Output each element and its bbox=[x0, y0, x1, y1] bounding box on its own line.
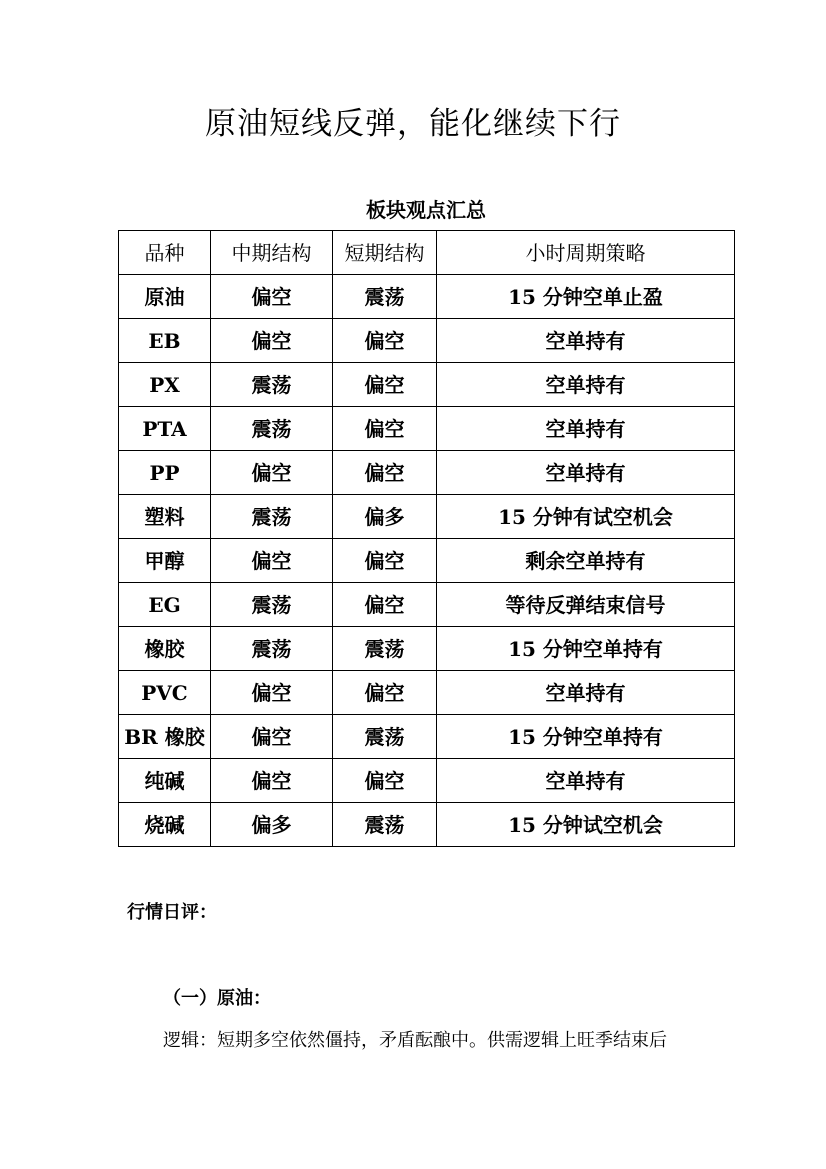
cell-short-term: 偏空 bbox=[333, 407, 437, 451]
cell-short-term: 偏空 bbox=[333, 363, 437, 407]
section-heading-crude-oil: （一）原油： bbox=[163, 988, 271, 1009]
cell-hourly-strategy: 空单持有 bbox=[437, 759, 735, 803]
cell-hourly-strategy: 空单持有 bbox=[437, 671, 735, 715]
cell-short-term: 偏空 bbox=[333, 319, 437, 363]
table-row bbox=[119, 627, 735, 671]
cell-mid-term: 震荡 bbox=[211, 583, 333, 627]
cell-hourly-strategy: 空单持有 bbox=[437, 451, 735, 495]
column-header-hourly-strategy: 小时周期策略 bbox=[437, 231, 735, 275]
table-row bbox=[119, 759, 735, 803]
cell-mid-term: 偏空 bbox=[211, 451, 333, 495]
cell-variety: PVC bbox=[119, 671, 211, 715]
cell-hourly-strategy: 15 分钟有试空机会 bbox=[437, 495, 735, 539]
cell-variety: 烧碱 bbox=[119, 803, 211, 847]
cell-variety: EG bbox=[119, 583, 211, 627]
cell-variety: 纯碱 bbox=[119, 759, 211, 803]
cell-hourly-strategy: 空单持有 bbox=[437, 319, 735, 363]
section-text-crude-oil: 逻辑：短期多空依然僵持，矛盾酝酿中。供需逻辑上旺季结束后 bbox=[163, 1030, 667, 1051]
cell-variety: BR 橡胶 bbox=[119, 715, 211, 759]
cell-hourly-strategy: 剩余空单持有 bbox=[437, 539, 735, 583]
cell-mid-term: 震荡 bbox=[211, 495, 333, 539]
cell-variety: 塑料 bbox=[119, 495, 211, 539]
table-row bbox=[119, 715, 735, 759]
cell-mid-term: 震荡 bbox=[211, 627, 333, 671]
cell-mid-term: 震荡 bbox=[211, 407, 333, 451]
table-row bbox=[119, 583, 735, 627]
cell-short-term: 偏空 bbox=[333, 583, 437, 627]
cell-mid-term: 偏空 bbox=[211, 539, 333, 583]
table-row bbox=[119, 451, 735, 495]
cell-variety: 原油 bbox=[119, 275, 211, 319]
cell-short-term: 震荡 bbox=[333, 275, 437, 319]
cell-short-term: 偏空 bbox=[333, 671, 437, 715]
cell-mid-term: 偏空 bbox=[211, 319, 333, 363]
cell-mid-term: 震荡 bbox=[211, 363, 333, 407]
cell-mid-term: 偏多 bbox=[211, 803, 333, 847]
cell-mid-term: 偏空 bbox=[211, 715, 333, 759]
table-row bbox=[119, 495, 735, 539]
table-row bbox=[119, 803, 735, 847]
cell-short-term: 偏空 bbox=[333, 539, 437, 583]
table-row bbox=[119, 407, 735, 451]
cell-variety: PX bbox=[119, 363, 211, 407]
cell-short-term: 偏空 bbox=[333, 759, 437, 803]
table-caption: 板块观点汇总 bbox=[366, 198, 486, 222]
cell-variety: 橡胶 bbox=[119, 627, 211, 671]
cell-variety: PP bbox=[119, 451, 211, 495]
cell-short-term: 震荡 bbox=[333, 803, 437, 847]
sector-view-table bbox=[118, 230, 735, 847]
cell-variety: PTA bbox=[119, 407, 211, 451]
table-row bbox=[119, 539, 735, 583]
cell-mid-term: 偏空 bbox=[211, 759, 333, 803]
table-body bbox=[119, 275, 735, 847]
table-row bbox=[119, 363, 735, 407]
commentary-heading: 行情日评： bbox=[127, 902, 217, 923]
cell-mid-term: 偏空 bbox=[211, 275, 333, 319]
page-title: 原油短线反弹，能化继续下行 bbox=[205, 106, 621, 142]
cell-hourly-strategy: 15 分钟空单持有 bbox=[437, 627, 735, 671]
column-header-mid-term: 中期结构 bbox=[211, 231, 333, 275]
cell-hourly-strategy: 15 分钟空单持有 bbox=[437, 715, 735, 759]
cell-hourly-strategy: 15 分钟试空机会 bbox=[437, 803, 735, 847]
cell-hourly-strategy: 空单持有 bbox=[437, 363, 735, 407]
cell-hourly-strategy: 空单持有 bbox=[437, 407, 735, 451]
cell-short-term: 偏多 bbox=[333, 495, 437, 539]
table-row bbox=[119, 671, 735, 715]
cell-hourly-strategy: 15 分钟空单止盈 bbox=[437, 275, 735, 319]
cell-mid-term: 偏空 bbox=[211, 671, 333, 715]
cell-variety: 甲醇 bbox=[119, 539, 211, 583]
table-row bbox=[119, 275, 735, 319]
table-header-row bbox=[119, 231, 735, 275]
column-header-short-term: 短期结构 bbox=[333, 231, 437, 275]
cell-variety: EB bbox=[119, 319, 211, 363]
column-header-variety: 品种 bbox=[119, 231, 211, 275]
cell-hourly-strategy: 等待反弹结束信号 bbox=[437, 583, 735, 627]
cell-short-term: 震荡 bbox=[333, 627, 437, 671]
table-row bbox=[119, 319, 735, 363]
cell-short-term: 偏空 bbox=[333, 451, 437, 495]
cell-short-term: 震荡 bbox=[333, 715, 437, 759]
